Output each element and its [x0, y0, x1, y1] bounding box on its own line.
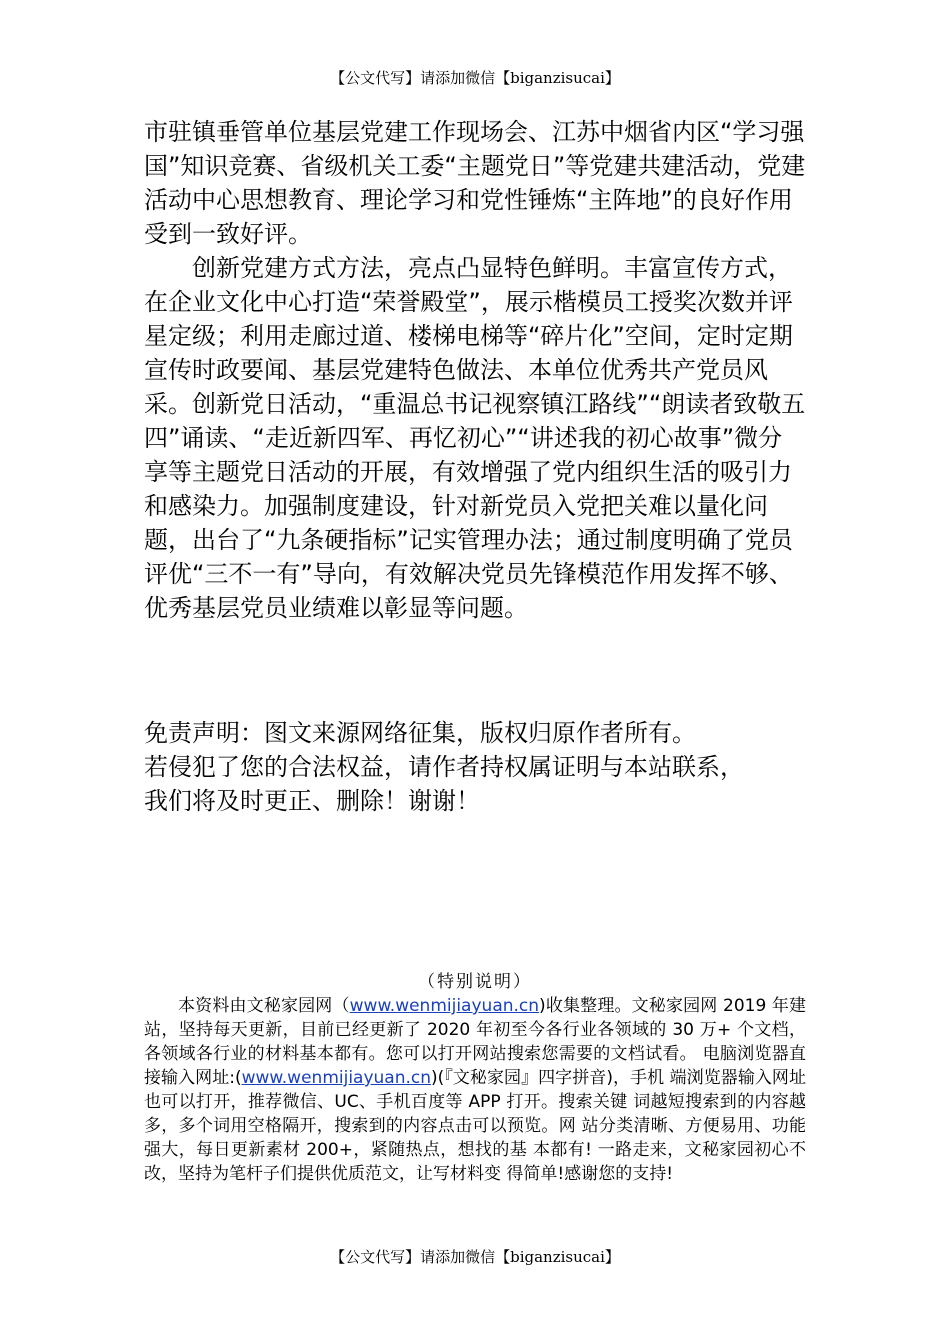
- page-footer: 【公文代写】请添加微信【biganzisucai】: [330, 1248, 620, 1266]
- notice-title: （特别说明）: [418, 972, 532, 992]
- body-paragraph-2: 创新党建方式方法，亮点凸显特色鲜明。丰富宣传方式，在企业文化中心打造“荣誉殿堂”，展示楷模员工授奖次数并评星定级；利用走廊过道、楼梯电梯等“碎片化”空间，定时定期宣传时政要闻、基层党建特色做法、本单位优秀共产党员风采。创新党日活动，“重温总书记视察镇江路线”“朗读者致敬五四”诵读、“走近新四军、再忆初心”“讲述我的初心故事”微分享等主题党日活动的开展，有效增强了党内组织生活的吸引力和感染力。加强制度建设，针对新党员入党把关难以量化问题，出台了“九条硬指标”记实管理办法；通过制度明确了党员评优“三不一有”导向，有效解决党员先锋模范作用发挥不够、优秀基层党员业绩难以彰显等问题。: [144, 254, 806, 622]
- page-header: 【公文代写】请添加微信【biganzisucai】: [330, 69, 620, 87]
- disclaimer: [144, 716, 806, 818]
- disclaimer-line-2: 若侵犯了您的合法权益，请作者持权属证明与本站联系，: [144, 753, 744, 781]
- website-link-2[interactable]: www.wenmijiayuan.cn: [241, 1068, 432, 1088]
- body-paragraph-1: 市驻镇垂管单位基层党建工作现场会、江苏中烟省内区“学习强国”知识竞赛、省级机关工委“主题党日”等党建共建活动，党建活动中心思想教育、理论学习和党性锤炼“主阵地”的良好作用受到一致好评。: [144, 118, 806, 248]
- document-body: [144, 115, 806, 625]
- special-notice: [144, 970, 806, 1186]
- disclaimer-line-1: 免责声明：图文来源网络征集，版权归原作者所有。: [144, 719, 696, 747]
- notice-text-1: 本资料由文秘家园网（: [178, 996, 350, 1016]
- notice-text-3: )(『文秘家园』四字拼音)，手机 端浏览器输入网址也可以打开，推荐微信、UC、手机百度等 APP 打开。搜索关键 词越短搜索到的内容越多，多个词用空格隔开，搜索到的内容点击可以预览。网 站分类清晰、方便易用、功能强大，每日更新素材 200+，紧随热点，想找的基 本都有! 一路走来，文秘家园初心不改，坚持为笔杆子们提供优质范文，让写材料变 得简单!感谢您的支持!: [144, 1068, 806, 1184]
- notice-body: [144, 994, 806, 1186]
- disclaimer-line-3: 我们将及时更正、删除！谢谢！: [144, 787, 480, 815]
- notice-text-2: )收集整理。文秘家园网 2019 年建站，坚持每天更新，目前已经更新了 2020 年初至今各行业各领域的 30 万+ 个文档，各领域各行业的材料基本都有。您可以打开网站搜索您需要的文档试看。 电脑浏览器直接输入网址:(: [144, 996, 807, 1088]
- website-link-1[interactable]: www.wenmijiayuan.cn: [349, 996, 540, 1016]
